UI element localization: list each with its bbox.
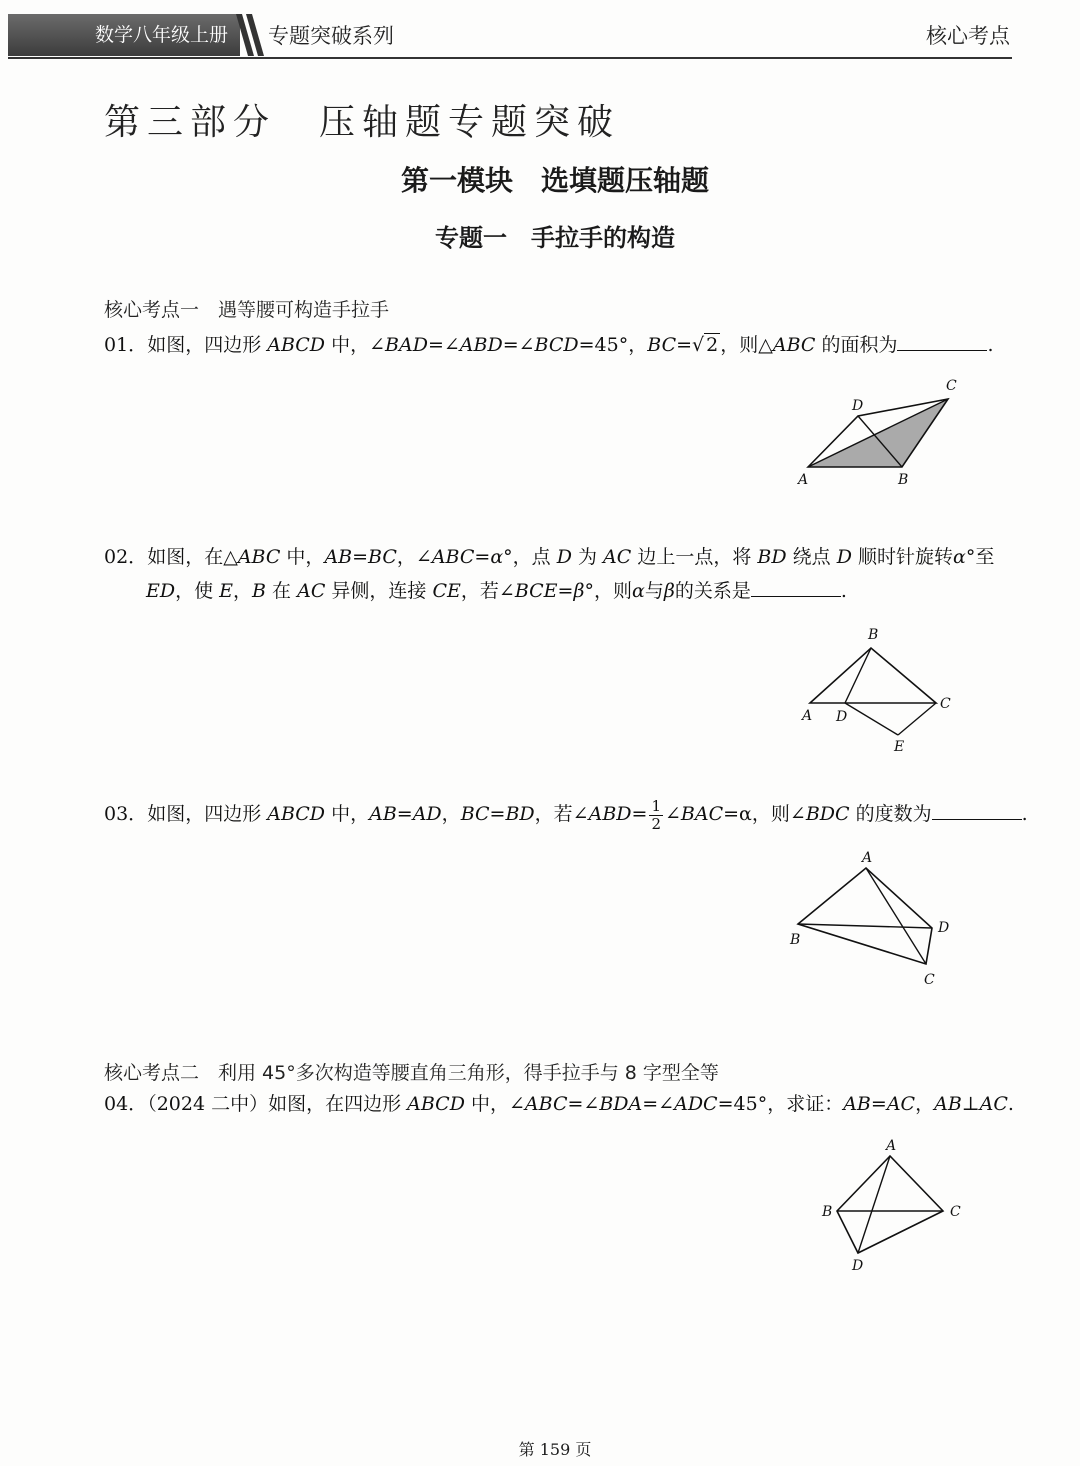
figure-q01 bbox=[790, 374, 970, 490]
module-title: 第一模块 选填题压轴题 bbox=[400, 164, 709, 197]
answer-blank bbox=[751, 578, 841, 597]
section-heading-1: 核心考点一 遇等腰可构造手拉手 bbox=[104, 299, 390, 321]
topic-title: 专题一 手拉手的构造 bbox=[435, 224, 675, 252]
header-book-label: 数学八年级上册 bbox=[8, 14, 240, 56]
svg-text:D: D bbox=[852, 398, 864, 414]
answer-blank bbox=[932, 801, 1022, 820]
header-slashes-decoration bbox=[232, 14, 268, 56]
sqrt-symbol: √ bbox=[692, 334, 705, 356]
header-series-label: 专题突破系列 bbox=[268, 24, 394, 48]
svg-text:C: C bbox=[940, 696, 951, 712]
question-04: 04．（2024 二中）如图，在四边形 ABCD 中，∠ABC=∠BDA=∠ADC=45°，求证：AB=AC，AB⊥AC. bbox=[104, 1093, 1014, 1115]
svg-text:D: D bbox=[938, 920, 950, 936]
part-title: 第三部分 压轴题专题突破 bbox=[104, 102, 621, 143]
svg-text:A: A bbox=[886, 1138, 897, 1154]
header-right-label: 核心考点 bbox=[926, 24, 1010, 48]
svg-text:C: C bbox=[946, 378, 957, 394]
figure-q04 bbox=[812, 1136, 972, 1276]
svg-text:D: D bbox=[852, 1258, 864, 1274]
figure-q03 bbox=[782, 846, 972, 990]
svg-text:D: D bbox=[836, 709, 848, 725]
svg-text:C: C bbox=[950, 1204, 961, 1220]
svg-text:A: A bbox=[862, 850, 873, 866]
svg-text:B: B bbox=[868, 627, 879, 643]
svg-text:B: B bbox=[898, 472, 909, 488]
svg-text:B: B bbox=[822, 1204, 833, 1220]
fraction-one-half: $\frac{1}{2}$ bbox=[651, 796, 661, 833]
header-divider bbox=[8, 57, 1012, 59]
svg-text:A: A bbox=[802, 708, 813, 724]
section-heading-2: 核心考点二 利用 45°多次构造等腰直角三角形，得手拉手与 8 字型全等 bbox=[104, 1062, 719, 1084]
svg-text:B: B bbox=[790, 932, 801, 948]
svg-text:E: E bbox=[894, 739, 905, 755]
question-03: 03．如图，四边形 ABCD 中，AB=AD，BC=BD，若∠ABD= $\frac{1}{2}$ ∠BAC=α，则∠BDC 的度数为 . bbox=[104, 796, 1028, 833]
svg-text:A: A bbox=[798, 472, 809, 488]
svg-text:C: C bbox=[924, 972, 935, 988]
page-number: 第 159 页 bbox=[518, 1440, 592, 1459]
answer-blank bbox=[897, 332, 987, 351]
question-01: 01．如图，四边形 ABCD 中，∠BAD=∠ABD=∠BCD=45°，BC=√ 2 ，则△ABC 的面积为 . bbox=[104, 334, 994, 356]
question-02: 02．如图，在△ABC 中，AB=BC，∠ABC=α°，点 D 为 AC 边上一点，将 BD 绕点 D 顺时针旋转α°至 ED，使 E，B 在 AC 异侧，连接 CE，若∠BCE=β°，则α与β的关系是 . bbox=[104, 546, 995, 602]
figure-q02 bbox=[790, 622, 970, 758]
